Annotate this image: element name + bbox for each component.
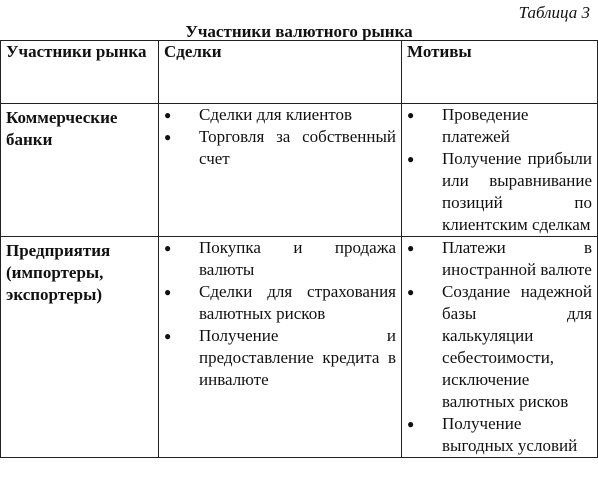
list-item: ● Получение прибыли или выравнивание позиций по клиентским сделкам: [407, 149, 592, 234]
list-item: ● Покупка и продажа валюты: [164, 238, 396, 279]
list-item: ● Проведение платежей: [407, 105, 529, 146]
motives-cell: [402, 237, 598, 458]
header-participants: Участники рынка: [1, 41, 159, 104]
deals-list: [164, 104, 396, 170]
bullet-icon: ●: [407, 241, 415, 255]
bullet-icon: ●: [164, 285, 172, 299]
bullet-icon: ●: [407, 108, 415, 122]
list-item: ● Сделки для страхования валютных рисков: [164, 282, 396, 323]
list-item: ● Платежи в иностранной валюте: [407, 238, 592, 279]
bullet-icon: ●: [164, 130, 172, 144]
bullet-icon: ●: [407, 152, 415, 166]
deals-list: [164, 237, 396, 391]
participant-cell: Предприятия (импортеры, экспортеры): [1, 237, 159, 458]
table-row: [1, 104, 598, 237]
deals-cell: [159, 104, 402, 237]
table-row: [1, 237, 598, 458]
list-item: ● Торговля за собственный счет: [164, 127, 396, 168]
header-deals: Сделки: [159, 41, 402, 104]
participant-cell: Коммерческие банки: [1, 104, 159, 237]
bullet-icon: ●: [407, 417, 415, 431]
table-number-caption: Таблица 3: [518, 3, 590, 22]
participants-table: [0, 40, 598, 458]
table-title: Участники валютного рынка: [185, 22, 413, 41]
list-item: ● Создание надежной базы для калькуляции себестоимости, исключение валютных рисков: [407, 282, 592, 411]
list-item: ● Сделки для клиентов: [164, 105, 353, 124]
bullet-icon: ●: [164, 241, 172, 255]
motives-list: [407, 237, 592, 457]
bullet-icon: ●: [164, 108, 172, 122]
bullet-icon: ●: [164, 329, 172, 343]
header-motives: Мотивы: [402, 41, 598, 104]
motives-list: [407, 104, 592, 236]
motives-cell: [402, 104, 598, 237]
bullet-icon: ●: [407, 285, 415, 299]
table-header-row: [1, 41, 598, 104]
deals-cell: [159, 237, 402, 458]
list-item: ● Получение выгодных условий: [407, 414, 578, 455]
list-item: ● Получение и предоставление кредита в инвалюте: [164, 326, 396, 389]
